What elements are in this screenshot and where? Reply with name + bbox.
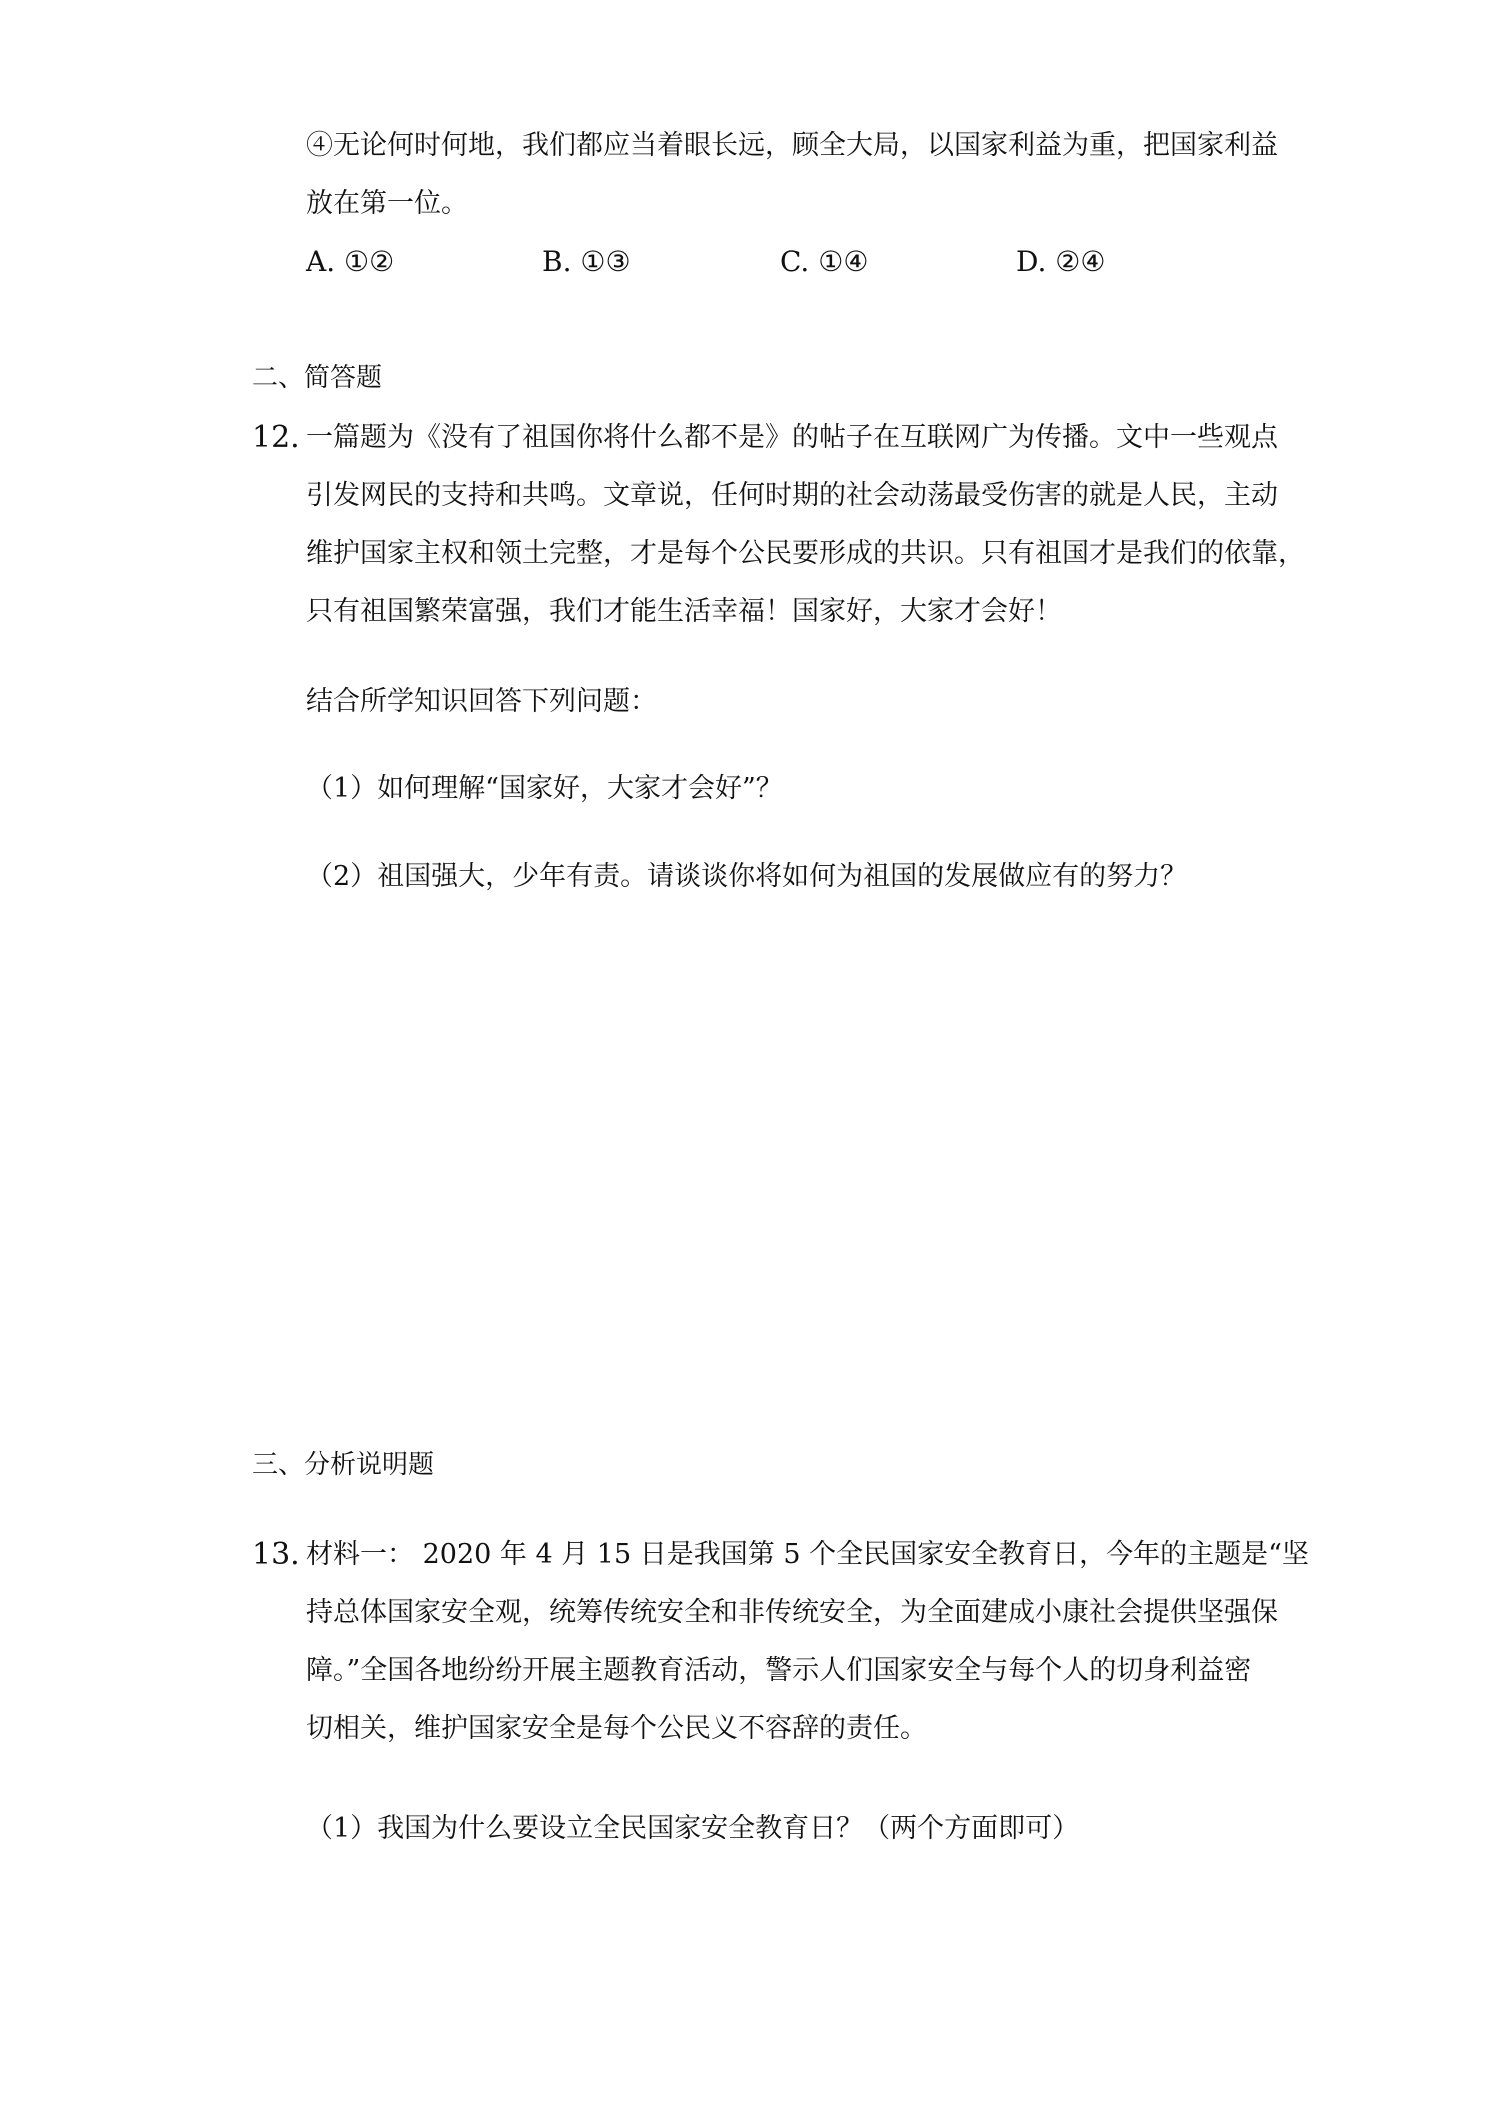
q12-sub1: （1）如何理解“国家好，大家才会好”？ [306,773,783,804]
section3-title: 三、分析说明题 [252,1450,435,1480]
q13-sub1: （1）我国为什么要设立全民国家安全教育日？（两个方面即可） [306,1813,1080,1844]
q12-line-1: 一篇题为《没有了祖国你将什么都不是》的帖子在互联网广为传播。文中一些观点 [306,422,1278,453]
q11-item4-line1: ④无论何时何地，我们都应当着眼长远，顾全大局，以国家利益为重，把国家利益 [306,130,1278,161]
q12-line-4: 只有祖国繁荣富强，我们才能生活幸福！国家好，大家才会好！ [306,596,1062,627]
q11-choice-c: C. ①④ [780,245,869,278]
q11-choice-b: B. ①③ [542,245,631,278]
section2-title: 二、简答题 [252,363,383,393]
q13-number: 13. [252,1537,300,1572]
q11-item4-line2: 放在第一位。 [306,188,468,219]
q11-choice-a: A. ①② [306,245,395,278]
q13-line-3: 障。”全国各地纷纷开展主题教育活动，警示人们国家安全与每个人的切身利益密 [306,1655,1252,1686]
q11-choice-d: D. ②④ [1016,245,1106,278]
q12-line-3: 维护国家主权和领土完整，才是每个公民要形成的共识。只有祖国才是我们的依靠， [306,538,1305,569]
q12-line-2: 引发网民的支持和共鸣。文章说，任何时期的社会动荡最受伤害的就是人民，主动 [306,480,1278,511]
q13-line-1: 材料一： 2020 年 4 月 15 日是我国第 5 个全民国家安全教育日，今年的主题是“坚 [306,1539,1309,1570]
q12-number: 12. [252,420,300,455]
q13-line-2: 持总体国家安全观，统筹传统安全和非传统安全，为全面建成小康社会提供坚强保 [306,1597,1278,1628]
q13-line-4: 切相关，维护国家安全是每个公民义不容辞的责任。 [306,1713,927,1744]
q12-prompt: 结合所学知识回答下列问题： [306,686,657,717]
q12-sub2: （2）祖国强大，少年有责。请谈谈你将如何为祖国的发展做应有的努力？ [306,861,1188,892]
